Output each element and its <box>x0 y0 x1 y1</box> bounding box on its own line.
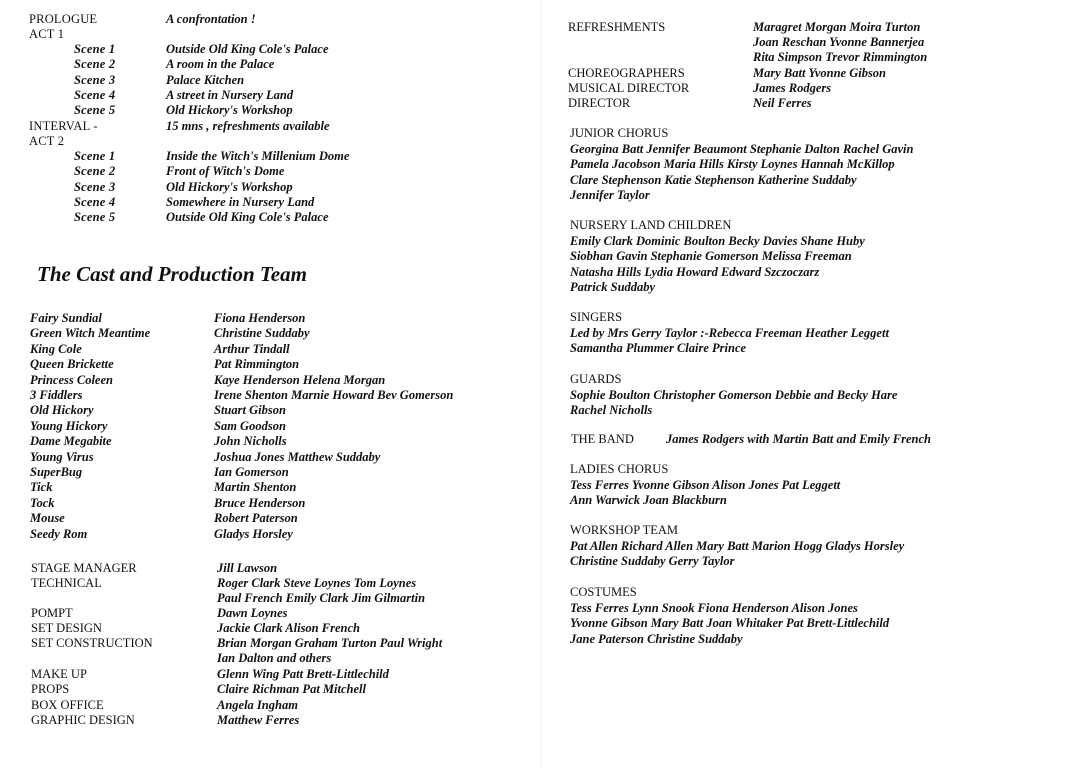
right-name: Rita Simpson Trevor Rimmington <box>753 50 928 64</box>
programme-label: Scene 4 <box>74 195 116 209</box>
crew-role: PROPS <box>31 682 70 696</box>
cast-name: Ian Gomerson <box>214 465 289 479</box>
crew-name: Jackie Clark Alison French <box>217 621 360 635</box>
page-fold <box>541 0 542 768</box>
cast-name: Kaye Henderson Helena Morgan <box>214 372 386 387</box>
programme-label: Scene 1 <box>74 149 116 163</box>
group-line: James Rodgers with Martin Batt and Emily French <box>666 432 931 446</box>
programme-text: Palace Kitchen <box>166 73 245 87</box>
crew-name: Claire Richman Pat Mitchell <box>217 682 366 696</box>
cast-name: Robert Paterson <box>214 511 298 526</box>
group-line: Led by Mrs Gerry Taylor :-Rebecca Freeman Heather Leggett <box>570 325 889 340</box>
cast-name: Irene Shenton Marnie Howard Bev Gomerson <box>214 388 454 402</box>
cast-name: Martin Shenton <box>214 480 297 495</box>
cast-role: Fairy Sundial <box>30 311 102 325</box>
programme-text: 15 mns , refreshments available <box>166 119 330 133</box>
cast-role: 3 Fiddlers <box>30 388 83 402</box>
programme-text: Outside Old King Cole's Palace <box>166 210 329 224</box>
group-title: JUNIOR CHORUS <box>570 126 669 140</box>
crew-name: Dawn Loynes <box>217 606 288 620</box>
group-line: Ann Warwick Joan Blackburn <box>570 493 727 507</box>
cast-role: SuperBug <box>30 465 83 479</box>
group-line: Pat Allen Richard Allen Mary Batt Marion Hogg Gladys Horsley <box>570 538 905 553</box>
crew-name: Matthew Ferres <box>217 713 300 727</box>
crew-name: Roger Clark Steve Loynes Tom Loynes <box>217 576 417 590</box>
cast-role: Tick <box>30 480 53 495</box>
cast-name: Bruce Henderson <box>214 495 306 510</box>
group-line: Sophie Boulton Christopher Gomerson Debbie and Becky Hare <box>570 387 898 402</box>
cast-name: Pat Rimmington <box>214 357 300 372</box>
group-title: COSTUMES <box>570 585 637 599</box>
group-title: WORKSHOP TEAM <box>570 523 678 537</box>
programme-label: ACT 1 <box>29 27 65 41</box>
cast-role: Queen Brickette <box>30 357 114 372</box>
crew-role: BOX OFFICE <box>31 698 104 712</box>
programme-label: Scene 1 <box>74 42 116 56</box>
crew-name: Jill Lawson <box>217 561 278 575</box>
programme-text: A street in Nursery Land <box>166 88 294 102</box>
crew-role: MAKE UP <box>31 667 87 681</box>
programme-text: Inside the Witch's Millenium Dome <box>166 149 350 163</box>
programme-label: ACT 2 <box>29 134 65 148</box>
cast-name: Joshua Jones Matthew Suddaby <box>214 449 381 464</box>
programme-label: Scene 2 <box>74 57 116 71</box>
group-line: Natasha Hills Lydia Howard Edward Szczoczarz <box>570 264 820 279</box>
group-line: Clare Stephenson Katie Stephenson Katherine Suddaby <box>570 172 857 187</box>
programme-label: Scene 5 <box>74 210 116 224</box>
group-line: Patrick Suddaby <box>570 280 656 294</box>
cast-role: Mouse <box>30 511 65 526</box>
right-name: Mary Batt Yvonne Gibson <box>753 66 887 80</box>
group-line: Jennifer Taylor <box>570 188 650 202</box>
group-line: Rachel Nicholls <box>570 403 653 417</box>
programme-label: Scene 4 <box>74 88 116 102</box>
programme-text: Outside Old King Cole's Palace <box>166 42 329 56</box>
cast-name: Stuart Gibson <box>214 403 286 418</box>
crew-role: STAGE MANAGER <box>31 561 137 575</box>
programme-text: Old Hickory's Workshop <box>166 180 293 194</box>
crew-name: Angela Ingham <box>217 698 298 712</box>
cast-role: Young Hickory <box>30 418 108 433</box>
crew-name: Brian Morgan Graham Turton Paul Wright <box>217 636 443 650</box>
group-line: Pamela Jacobson Maria Hills Kirsty Loynes Hannah McKillop <box>570 157 895 171</box>
programme-label: Scene 5 <box>74 103 116 117</box>
group-line: Tess Ferres Lynn Snook Fiona Henderson Alison Jones <box>570 600 858 615</box>
programme-text: A room in the Palace <box>166 57 275 71</box>
group-line: Yvonne Gibson Mary Batt Joan Whitaker Pat Brett-Littlechild <box>570 616 890 630</box>
group-line: Emily Clark Dominic Boulton Becky Davies Shane Huby <box>570 233 865 248</box>
programme-label: Scene 3 <box>74 73 116 87</box>
cast-role: Princess Coleen <box>30 372 113 387</box>
cast-name: Fiona Henderson <box>214 311 306 325</box>
cast-heading: The Cast and Production Team <box>37 262 307 286</box>
programme-label: Scene 3 <box>74 180 116 194</box>
right-name: Joan Reschan Yvonne Bannerjea <box>753 35 925 49</box>
cast-role: Seedy Rom <box>30 526 88 541</box>
right-name: James Rodgers <box>753 81 832 95</box>
cast-name: John Nicholls <box>214 434 287 449</box>
right-role: CHOREOGRAPHERS <box>568 66 685 80</box>
group-title: THE BAND <box>571 432 634 446</box>
right-role: MUSICAL DIRECTOR <box>568 81 690 95</box>
group-title: SINGERS <box>570 310 623 324</box>
right-role: REFRESHMENTS <box>568 20 666 34</box>
programme-label: PROLOGUE <box>29 12 98 26</box>
cast-role: Green Witch Meantime <box>30 326 151 341</box>
group-line: Jane Paterson Christine Suddaby <box>570 631 743 646</box>
group-line: Georgina Batt Jennifer Beaumont Stephanie Dalton Rachel Gavin <box>570 141 914 156</box>
cast-name: Arthur Tindall <box>214 341 290 356</box>
cast-role: Young Virus <box>30 449 94 464</box>
crew-name: Ian Dalton and others <box>217 651 332 665</box>
group-line: Christine Suddaby Gerry Taylor <box>570 554 735 568</box>
group-line: Tess Ferres Yvonne Gibson Alison Jones Pat Leggett <box>570 477 841 492</box>
cast-name: Christine Suddaby <box>214 326 310 341</box>
right-name: Neil Ferres <box>753 96 812 110</box>
programme-text: Old Hickory's Workshop <box>166 103 293 117</box>
programme-text: Front of Witch's Dome <box>166 164 285 178</box>
group-line: Siobhan Gavin Stephanie Gomerson Melissa Freeman <box>570 249 852 263</box>
crew-role: GRAPHIC DESIGN <box>31 713 135 727</box>
crew-role: TECHNICAL <box>31 576 102 590</box>
crew-name: Glenn Wing Patt Brett-Littlechild <box>217 667 389 681</box>
group-title: NURSERY LAND CHILDREN <box>570 218 732 232</box>
cast-role: Tock <box>30 495 55 510</box>
group-title: LADIES CHORUS <box>570 462 669 476</box>
right-role: DIRECTOR <box>568 96 631 110</box>
programme-label: Scene 2 <box>74 164 116 178</box>
cast-name: Sam Goodson <box>214 418 286 433</box>
cast-role: Dame Megabite <box>30 434 112 449</box>
programme-text: Somewhere in Nursery Land <box>166 195 315 209</box>
cast-name: Gladys Horsley <box>214 526 293 541</box>
group-line: Samantha Plummer Claire Prince <box>570 341 747 355</box>
group-title: GUARDS <box>570 372 622 386</box>
crew-role: SET DESIGN <box>31 621 102 635</box>
crew-name: Paul French Emily Clark Jim Gilmartin <box>217 591 426 605</box>
crew-role: POMPT <box>31 606 73 620</box>
programme-text: A confrontation ! <box>166 12 256 26</box>
right-name: Maragret Morgan Moira Turton <box>753 20 921 34</box>
crew-role: SET CONSTRUCTION <box>31 636 153 650</box>
cast-role: King Cole <box>30 341 82 356</box>
programme-label: INTERVAL - <box>29 119 98 133</box>
cast-role: Old Hickory <box>30 403 94 418</box>
